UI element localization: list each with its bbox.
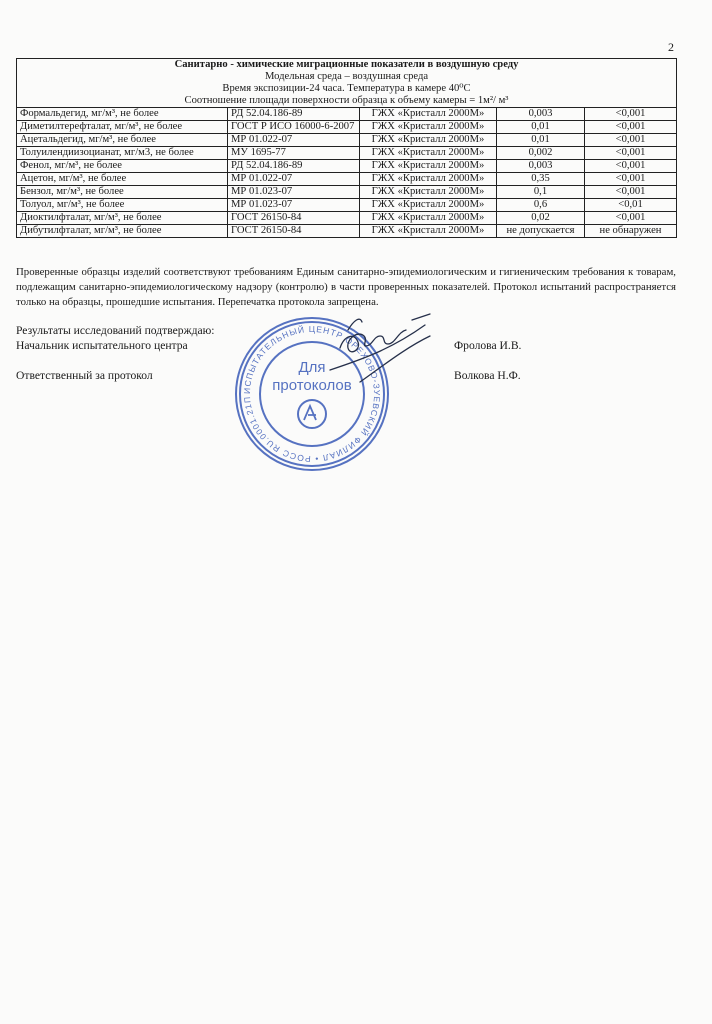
responsible-name: Волкова Н.Ф. xyxy=(454,369,521,382)
stamp-center-text-1: Для xyxy=(298,359,326,376)
device-cell: ГЖХ «Кристалл 2000М» xyxy=(360,147,497,160)
indicator-name-cell: Диоктилфталат, мг/м³, не более xyxy=(17,212,228,225)
table-subtitle-ratio: Соотношение площади поверхности образца к объему камеры = 1м²/ м³ xyxy=(184,95,509,106)
norm-cell: 0,003 xyxy=(497,108,585,121)
method-cell: РД 52.04.186-89 xyxy=(228,108,360,121)
table-header-row xyxy=(17,59,677,108)
method-cell: МР 01.022-07 xyxy=(228,134,360,147)
indicator-name-cell: Диметилтерефталат, мг/м³, не более xyxy=(17,121,228,134)
device-cell: ГЖХ «Кристалл 2000М» xyxy=(360,225,497,238)
result-cell: <0,001 xyxy=(585,160,677,173)
table-row xyxy=(17,134,677,147)
norm-cell: 0,6 xyxy=(497,199,585,212)
norm-cell: 0,003 xyxy=(497,160,585,173)
page-number: 2 xyxy=(668,40,674,54)
signature-icon xyxy=(300,310,450,390)
table-row xyxy=(17,225,677,238)
norm-cell: 0,01 xyxy=(497,134,585,147)
table-row xyxy=(17,160,677,173)
results-table xyxy=(16,58,677,238)
norm-cell: 0,1 xyxy=(497,186,585,199)
result-cell: <0,01 xyxy=(585,199,677,212)
norm-cell: 0,01 xyxy=(497,121,585,134)
table-header xyxy=(17,59,677,108)
result-cell: <0,001 xyxy=(585,147,677,160)
indicator-name-cell: Ацетон, мг/м³, не более xyxy=(17,173,228,186)
table-subtitle-exposure: Время экспозиции-24 часа. Температура в камере 40⁰С xyxy=(222,83,471,94)
table-row xyxy=(17,199,677,212)
device-cell: ГЖХ «Кристалл 2000М» xyxy=(360,199,497,212)
result-cell: <0,001 xyxy=(585,173,677,186)
device-cell: ГЖХ «Кристалл 2000М» xyxy=(360,160,497,173)
responsible-label: Ответственный за протокол xyxy=(16,369,153,382)
confirm-label: Результаты исследований подтверждаю: xyxy=(16,324,215,337)
table-subtitle-medium: Модельная среда – воздушная среда xyxy=(264,71,429,82)
stamp-center-text-2: протоколов xyxy=(272,377,352,394)
method-cell: ГОСТ 26150-84 xyxy=(228,225,360,238)
method-cell: МУ 1695-77 xyxy=(228,147,360,160)
stamp-rst-logo-icon xyxy=(298,400,326,428)
table-row xyxy=(17,121,677,134)
indicator-name-cell: Ацетальдегид, мг/м³, не более xyxy=(17,134,228,147)
table-row xyxy=(17,147,677,160)
result-cell: <0,001 xyxy=(585,121,677,134)
method-cell: МР 01.022-07 xyxy=(228,173,360,186)
method-cell: РД 52.04.186-89 xyxy=(228,160,360,173)
device-cell: ГЖХ «Кристалл 2000М» xyxy=(360,108,497,121)
indicator-name-cell: Формальдегид, мг/м³, не более xyxy=(17,108,228,121)
result-cell: не обнаружен xyxy=(585,225,677,238)
result-cell: <0,001 xyxy=(585,186,677,199)
indicator-name-cell: Толуол, мг/м³, не более xyxy=(17,199,228,212)
method-cell: ГОСТ Р ИСО 16000-6-2007 xyxy=(228,121,360,134)
norm-cell: 0,35 xyxy=(497,173,585,186)
table-row xyxy=(17,212,677,225)
method-cell: МР 01.023-07 xyxy=(228,199,360,212)
result-cell: <0,001 xyxy=(585,212,677,225)
method-cell: МР 01.023-07 xyxy=(228,186,360,199)
norm-cell: не допускается xyxy=(497,225,585,238)
result-cell: <0,001 xyxy=(585,134,677,147)
indicator-name-cell: Фенол, мг/м³, не более xyxy=(17,160,228,173)
conclusion-text: Проверенные образцы изделий соответствуют требованиям Единым санитарно-эпидемиологическим и гигиеническим требования к товарам, подлежащим санитарно-эпидемиологическому надзору (контролю) в части проверенных показателей. Протокол испытаний распространяется только на образцы, прошедшие испытания. Перепечатка протокола запрещена. xyxy=(16,266,676,308)
indicator-name-cell: Дибутилфталат, мг/м³, не более xyxy=(17,225,228,238)
table-row xyxy=(17,108,677,121)
head-label: Начальник испытательного центра xyxy=(16,339,188,352)
indicator-name-cell: Бензол, мг/м³, не более xyxy=(17,186,228,199)
head-name: Фролова И.В. xyxy=(454,339,522,352)
table-row xyxy=(17,173,677,186)
table-title: Санитарно - химические миграционные показатели в воздушную среду xyxy=(174,59,519,70)
norm-cell: 0,002 xyxy=(497,147,585,160)
stamp-ring-text: ИСПЫТАТЕЛЬНЫЙ ЦЕНТР ОРЕХОВО-ЗУЕВСКИЙ ФИЛИАЛ • РОСС RU.0001.21П xyxy=(241,323,383,465)
result-cell: <0,001 xyxy=(585,108,677,121)
device-cell: ГЖХ «Кристалл 2000М» xyxy=(360,134,497,147)
norm-cell: 0,02 xyxy=(497,212,585,225)
device-cell: ГЖХ «Кристалл 2000М» xyxy=(360,173,497,186)
device-cell: ГЖХ «Кристалл 2000М» xyxy=(360,121,497,134)
device-cell: ГЖХ «Кристалл 2000М» xyxy=(360,212,497,225)
table-row xyxy=(17,186,677,199)
method-cell: ГОСТ 26150-84 xyxy=(228,212,360,225)
indicator-name-cell: Толуилендиизоцианат, мг/м3, не более xyxy=(17,147,228,160)
device-cell: ГЖХ «Кристалл 2000М» xyxy=(360,186,497,199)
